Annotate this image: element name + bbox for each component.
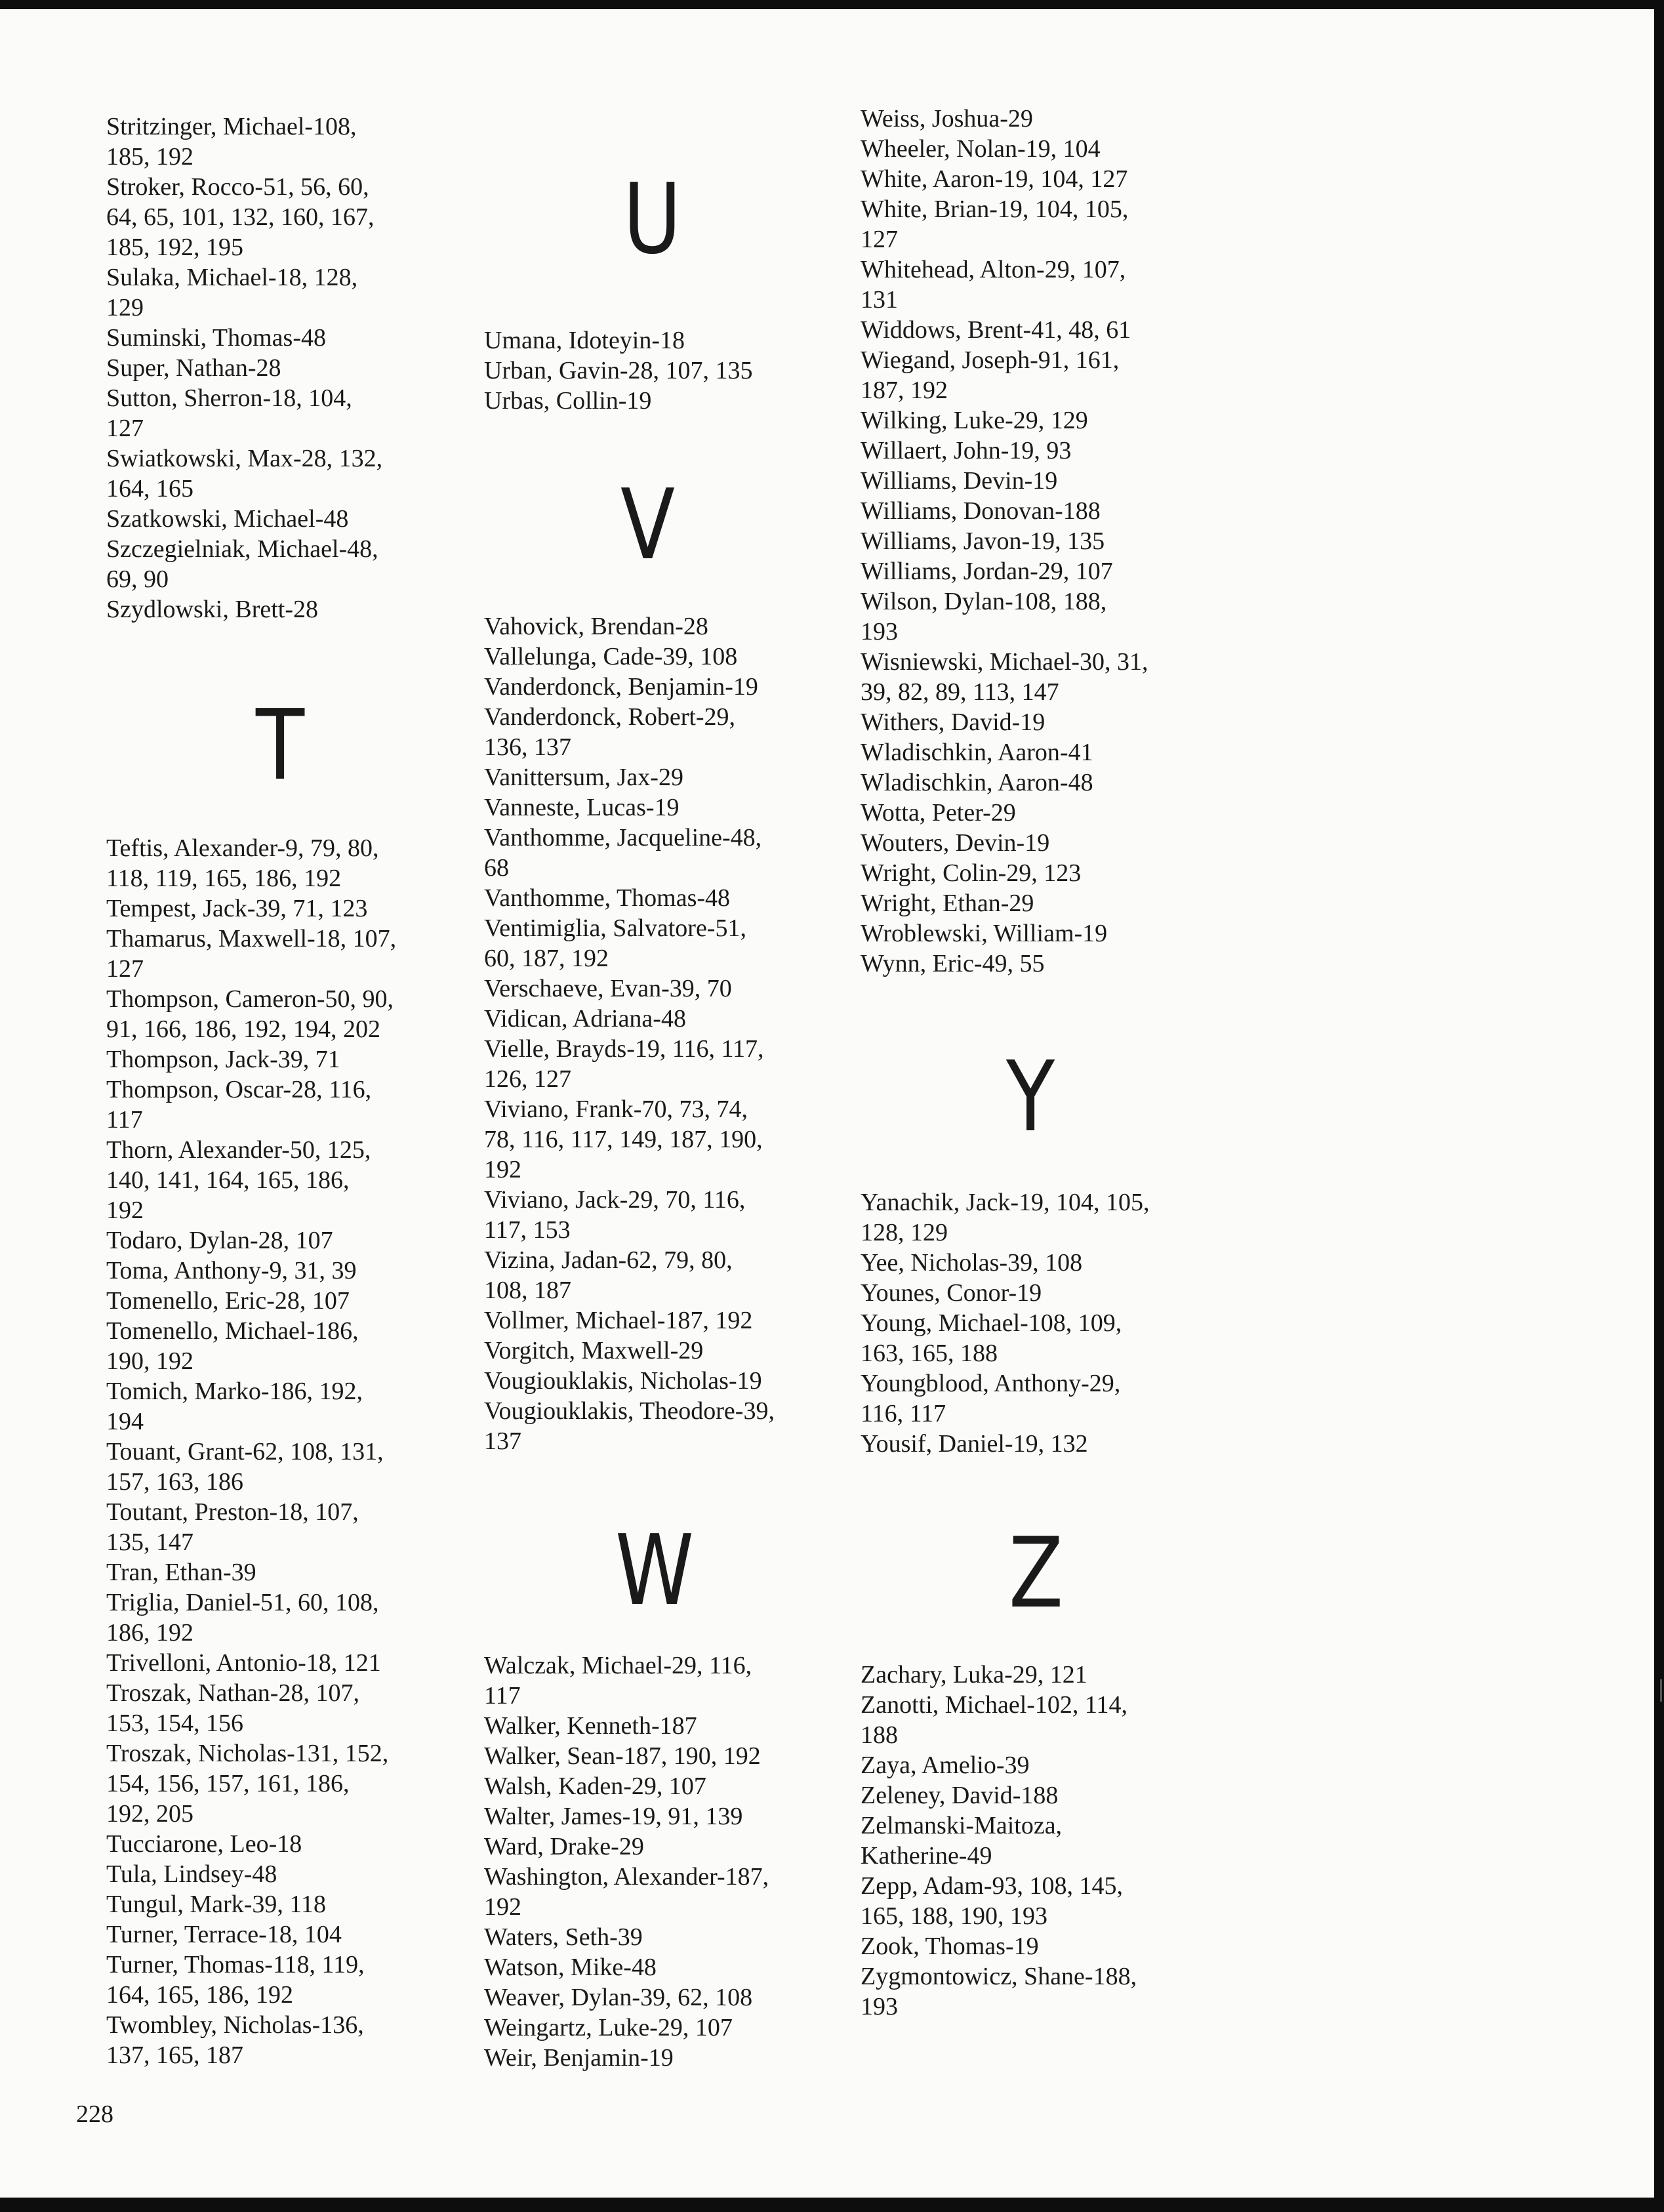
index-entry-line: Wright, Ethan-29 [861, 890, 1034, 917]
index-entry-line: Tula, Lindsey-48 [106, 1860, 277, 1888]
y-entry-list [861, 1187, 1149, 1459]
index-entry-line: Todaro, Dylan-28, 107 [106, 1227, 333, 1254]
index-entry-line: 136, 137 [484, 733, 571, 761]
index-entry-line: 157, 163, 186 [106, 1468, 243, 1496]
index-entry-line: White, Aaron-19, 104, 127 [861, 165, 1128, 193]
index-entry-line: Weingartz, Luke-29, 107 [484, 2014, 733, 2041]
heading-letter-v: V [620, 468, 676, 581]
index-entry-line: Vanderdonck, Benjamin-19 [484, 673, 758, 701]
index-entry-line: 91, 166, 186, 192, 194, 202 [106, 1015, 380, 1043]
index-entry-line: Tran, Ethan-39 [106, 1559, 256, 1586]
index-entry-line: Thompson, Cameron-50, 90, [106, 985, 394, 1013]
z-entry-list [861, 1660, 1137, 2022]
index-entry-line: 192 [484, 1893, 521, 1921]
index-entry-line: Tempest, Jack-39, 71, 123 [106, 895, 368, 922]
index-entry-line: Wright, Colin-29, 123 [861, 859, 1082, 887]
index-entry-line: Young, Michael-108, 109, [861, 1309, 1122, 1337]
index-entry-line: Wiegand, Joseph-91, 161, [861, 346, 1120, 374]
index-entry-line: Wroblewski, William-19 [861, 920, 1108, 947]
index-entry-line: Youngblood, Anthony-29, [861, 1370, 1121, 1397]
index-entry-line: Thamarus, Maxwell-18, 107, [106, 925, 397, 952]
index-entry-line: Walker, Kenneth-187 [484, 1712, 697, 1740]
index-entry-line: Wheeler, Nolan-19, 104 [861, 135, 1101, 163]
index-entry-line: Waters, Seth-39 [484, 1923, 643, 1951]
index-entry-line: 192 [106, 1197, 144, 1224]
index-entry-line: Vougiouklakis, Nicholas-19 [484, 1367, 762, 1395]
index-entry-line: Widdows, Brent-41, 48, 61 [861, 316, 1131, 344]
index-entry-line: Ventimiglia, Salvatore-51, [484, 914, 746, 942]
index-entry-line: Wisniewski, Michael-30, 31, [861, 648, 1148, 676]
index-entry-line: Zanotti, Michael-102, 114, [861, 1691, 1127, 1719]
s-entry-list [106, 112, 382, 625]
index-entry-line: 193 [861, 1993, 898, 2020]
index-entry-line: 165, 188, 190, 193 [861, 1902, 1047, 1930]
index-entry-line: 39, 82, 89, 113, 147 [861, 678, 1059, 706]
index-entry-line: Vanderdonck, Robert-29, [484, 703, 736, 731]
index-entry-line: Walter, James-19, 91, 139 [484, 1803, 743, 1830]
index-entry-line: 117 [106, 1106, 143, 1134]
index-entry-line: Weir, Benjamin-19 [484, 2044, 674, 2072]
index-entry-line: Williams, Devin-19 [861, 467, 1058, 495]
index-entry-line: Withers, David-19 [861, 708, 1045, 736]
index-entry-line: 126, 127 [484, 1065, 571, 1093]
index-entry-line: Trivelloni, Antonio-18, 121 [106, 1649, 381, 1677]
index-entry-line: Younes, Conor-19 [861, 1279, 1042, 1307]
w-entry-list-a [484, 1650, 769, 2073]
heading-letter-t: T [256, 689, 305, 802]
index-entry-line: Wilking, Luke-29, 129 [861, 407, 1088, 434]
index-entry-line: 131 [861, 286, 898, 314]
index-entry-line: 186, 192 [106, 1619, 193, 1647]
index-entry-line: Toutant, Preston-18, 107, [106, 1498, 359, 1526]
index-entry-line: 188 [861, 1721, 898, 1749]
index-entry-line: Urban, Gavin-28, 107, 135 [484, 357, 753, 384]
page-number: 228 [76, 2100, 113, 2128]
index-entry-line: Tomich, Marko-186, 192, [106, 1378, 363, 1405]
index-entry-line: Triglia, Daniel-51, 60, 108, [106, 1589, 379, 1616]
index-entry-line: 108, 187 [484, 1277, 571, 1304]
index-entry-line: 60, 187, 192 [484, 945, 609, 972]
index-entry-line: Szczegielniak, Michael-48, [106, 535, 378, 563]
t-entry-list [106, 833, 396, 2070]
index-entry-line: 68 [484, 854, 509, 882]
index-entry-line: Whitehead, Alton-29, 107, [861, 256, 1126, 283]
index-entry-line: Zelmanski-Maitoza, [861, 1812, 1063, 1839]
index-entry-line: 194 [106, 1408, 144, 1435]
index-entry-line: Stritzinger, Michael-108, [106, 113, 357, 140]
heading-letter-y: Y [1006, 1040, 1055, 1153]
index-entry-line: Williams, Donovan-188 [861, 497, 1101, 525]
index-entry-line: 154, 156, 157, 161, 186, [106, 1770, 350, 1797]
index-entry-line: Tungul, Mark-39, 118 [106, 1891, 326, 1918]
index-entry-line: Urbas, Collin-19 [484, 387, 652, 415]
w-entry-list-b [861, 104, 1148, 979]
index-entry-line: 164, 165, 186, 192 [106, 1981, 293, 2009]
edge-mark [1660, 1679, 1662, 1702]
index-entry-line: 127 [106, 955, 144, 983]
index-entry-line: 135, 147 [106, 1528, 193, 1556]
index-entry-line: Zeleney, David-188 [861, 1782, 1059, 1809]
index-entry-line: Vielle, Brayds-19, 116, 117, [484, 1035, 764, 1063]
index-entry-line: Vidican, Adriana-48 [484, 1005, 686, 1033]
index-entry-line: Stroker, Rocco-51, 56, 60, [106, 173, 369, 201]
index-entry-line: Tomenello, Eric-28, 107 [106, 1287, 350, 1315]
index-entry-line: 187, 192 [861, 377, 948, 404]
index-entry-line: Vanthomme, Jacqueline-48, [484, 824, 762, 851]
index-entry-line: Troszak, Nicholas-131, 152, [106, 1740, 389, 1767]
index-entry-line: Vanthomme, Thomas-48 [484, 884, 731, 912]
index-entry-line: 127 [106, 415, 144, 442]
index-entry-line: Szatkowski, Michael-48 [106, 505, 349, 533]
index-entry-line: 78, 116, 117, 149, 187, 190, [484, 1126, 763, 1153]
index-entry-line: Verschaeve, Evan-39, 70 [484, 975, 732, 1002]
index-entry-line: Katherine-49 [861, 1842, 992, 1870]
index-entry-line: Wilson, Dylan-108, 188, [861, 588, 1107, 615]
index-entry-line: Wynn, Eric-49, 55 [861, 950, 1045, 977]
index-entry-line: Watson, Mike-48 [484, 1954, 657, 1981]
index-entry-line: Sutton, Sherron-18, 104, [106, 384, 352, 412]
index-entry-line: Viviano, Frank-70, 73, 74, [484, 1096, 748, 1123]
index-entry-line: 192, 205 [106, 1800, 193, 1828]
index-entry-line: Zaya, Amelio-39 [861, 1751, 1030, 1779]
index-entry-line: 137, 165, 187 [106, 2041, 243, 2069]
index-entry-line: Williams, Javon-19, 135 [861, 527, 1105, 555]
index-entry-line: Walsh, Kaden-29, 107 [484, 1772, 706, 1800]
index-entry-line: Yee, Nicholas-39, 108 [861, 1249, 1083, 1277]
index-entry-line: Walczak, Michael-29, 116, [484, 1652, 752, 1679]
index-entry-line: Twombley, Nicholas-136, [106, 2011, 364, 2039]
index-entry-line: Tomenello, Michael-186, [106, 1317, 359, 1345]
index-entry-line: Zygmontowicz, Shane-188, [861, 1963, 1137, 1990]
index-entry-line: Troszak, Nathan-28, 107, [106, 1679, 359, 1707]
index-entry-line: 164, 165 [106, 475, 193, 502]
index-entry-line: Washington, Alexander-187, [484, 1863, 769, 1891]
index-entry-line: 190, 192 [106, 1347, 193, 1375]
index-entry-line: 128, 129 [861, 1219, 948, 1246]
index-entry-line: 153, 154, 156 [106, 1710, 243, 1737]
index-entry-line: Turner, Terrace-18, 104 [106, 1921, 342, 1948]
index-entry-line: 64, 65, 101, 132, 160, 167, [106, 203, 375, 231]
index-entry-line: Weiss, Joshua-29 [861, 105, 1033, 133]
index-entry-line: Super, Nathan-28 [106, 354, 281, 382]
index-entry-line: Zachary, Luka-29, 121 [861, 1661, 1087, 1689]
index-entry-line: Vizina, Jadan-62, 79, 80, [484, 1246, 733, 1274]
index-entry-line: Viviano, Jack-29, 70, 116, [484, 1186, 746, 1214]
index-entry-line: Zepp, Adam-93, 108, 145, [861, 1872, 1124, 1900]
index-entry-line: Ward, Drake-29 [484, 1833, 644, 1860]
index-entry-line: Willaert, John-19, 93 [861, 437, 1072, 464]
index-entry-line: Yanachik, Jack-19, 104, 105, [861, 1189, 1150, 1216]
index-entry-line: Turner, Thomas-118, 119, [106, 1951, 365, 1978]
index-entry-line: Yousif, Daniel-19, 132 [861, 1430, 1088, 1458]
index-entry-line: 185, 192 [106, 143, 193, 171]
index-entry-line: Zook, Thomas-19 [861, 1933, 1039, 1960]
index-entry-line: 117, 153 [484, 1216, 571, 1244]
index-entry-line: Vanneste, Lucas-19 [484, 794, 680, 821]
index-entry-line: Wladischkin, Aaron-41 [861, 739, 1093, 766]
index-entry-line: Vorgitch, Maxwell-29 [484, 1337, 704, 1364]
heading-letter-w: W [615, 1514, 695, 1627]
index-entry-line: Vahovick, Brendan-28 [484, 613, 708, 640]
index-entry-line: Swiatkowski, Max-28, 132, [106, 445, 383, 472]
index-entry-line: Wladischkin, Aaron-48 [861, 769, 1093, 796]
index-entry-line: 116, 117 [861, 1400, 946, 1427]
index-entry-line: Szydlowski, Brett-28 [106, 596, 318, 623]
index-entry-line: 127 [861, 226, 898, 253]
index-page [0, 9, 1654, 2198]
index-entry-line: Thompson, Oscar-28, 116, [106, 1076, 372, 1103]
index-entry-line: 140, 141, 164, 165, 186, [106, 1166, 350, 1194]
index-entry-line: Weaver, Dylan-39, 62, 108 [484, 1984, 753, 2011]
heading-letter-z: Z [1009, 1517, 1064, 1629]
heading-letter-u: U [623, 163, 681, 276]
index-entry-line: 185, 192, 195 [106, 234, 243, 261]
index-entry-line: Vallelunga, Cade-39, 108 [484, 643, 738, 670]
v-entry-list [484, 611, 775, 1456]
index-entry-line: Thorn, Alexander-50, 125, [106, 1136, 371, 1164]
index-entry-line: Vougiouklakis, Theodore-39, [484, 1397, 775, 1425]
index-entry-line: Teftis, Alexander-9, 79, 80, [106, 834, 379, 862]
index-entry-line: 69, 90 [106, 565, 169, 593]
index-entry-line: Thompson, Jack-39, 71 [106, 1046, 340, 1073]
index-entry-line: Suminski, Thomas-48 [106, 324, 326, 352]
index-entry-line: 117 [484, 1682, 521, 1710]
index-entry-line: 163, 165, 188 [861, 1340, 998, 1367]
index-entry-line: Umana, Idoteyin-18 [484, 327, 685, 354]
u-entry-list [484, 325, 752, 416]
index-entry-line: 129 [106, 294, 144, 321]
index-entry-line: Vollmer, Michael-187, 192 [484, 1307, 753, 1334]
index-entry-line: 118, 119, 165, 186, 192 [106, 865, 342, 892]
index-entry-line: Walker, Sean-187, 190, 192 [484, 1742, 761, 1770]
index-entry-line: Touant, Grant-62, 108, 131, [106, 1438, 384, 1465]
index-entry-line: Vanittersum, Jax-29 [484, 764, 683, 791]
index-entry-line: White, Brian-19, 104, 105, [861, 195, 1129, 223]
index-entry-line: 192 [484, 1156, 521, 1183]
index-entry-line: Wotta, Peter-29 [861, 799, 1016, 827]
index-entry-line: 193 [861, 618, 898, 645]
index-entry-line: Toma, Anthony-9, 31, 39 [106, 1257, 357, 1284]
index-entry-line: Williams, Jordan-29, 107 [861, 558, 1113, 585]
index-entry-line: Wouters, Devin-19 [861, 829, 1050, 857]
index-entry-line: 137 [484, 1427, 521, 1455]
index-entry-line: Sulaka, Michael-18, 128, [106, 264, 358, 291]
index-entry-line: Tucciarone, Leo-18 [106, 1830, 302, 1858]
